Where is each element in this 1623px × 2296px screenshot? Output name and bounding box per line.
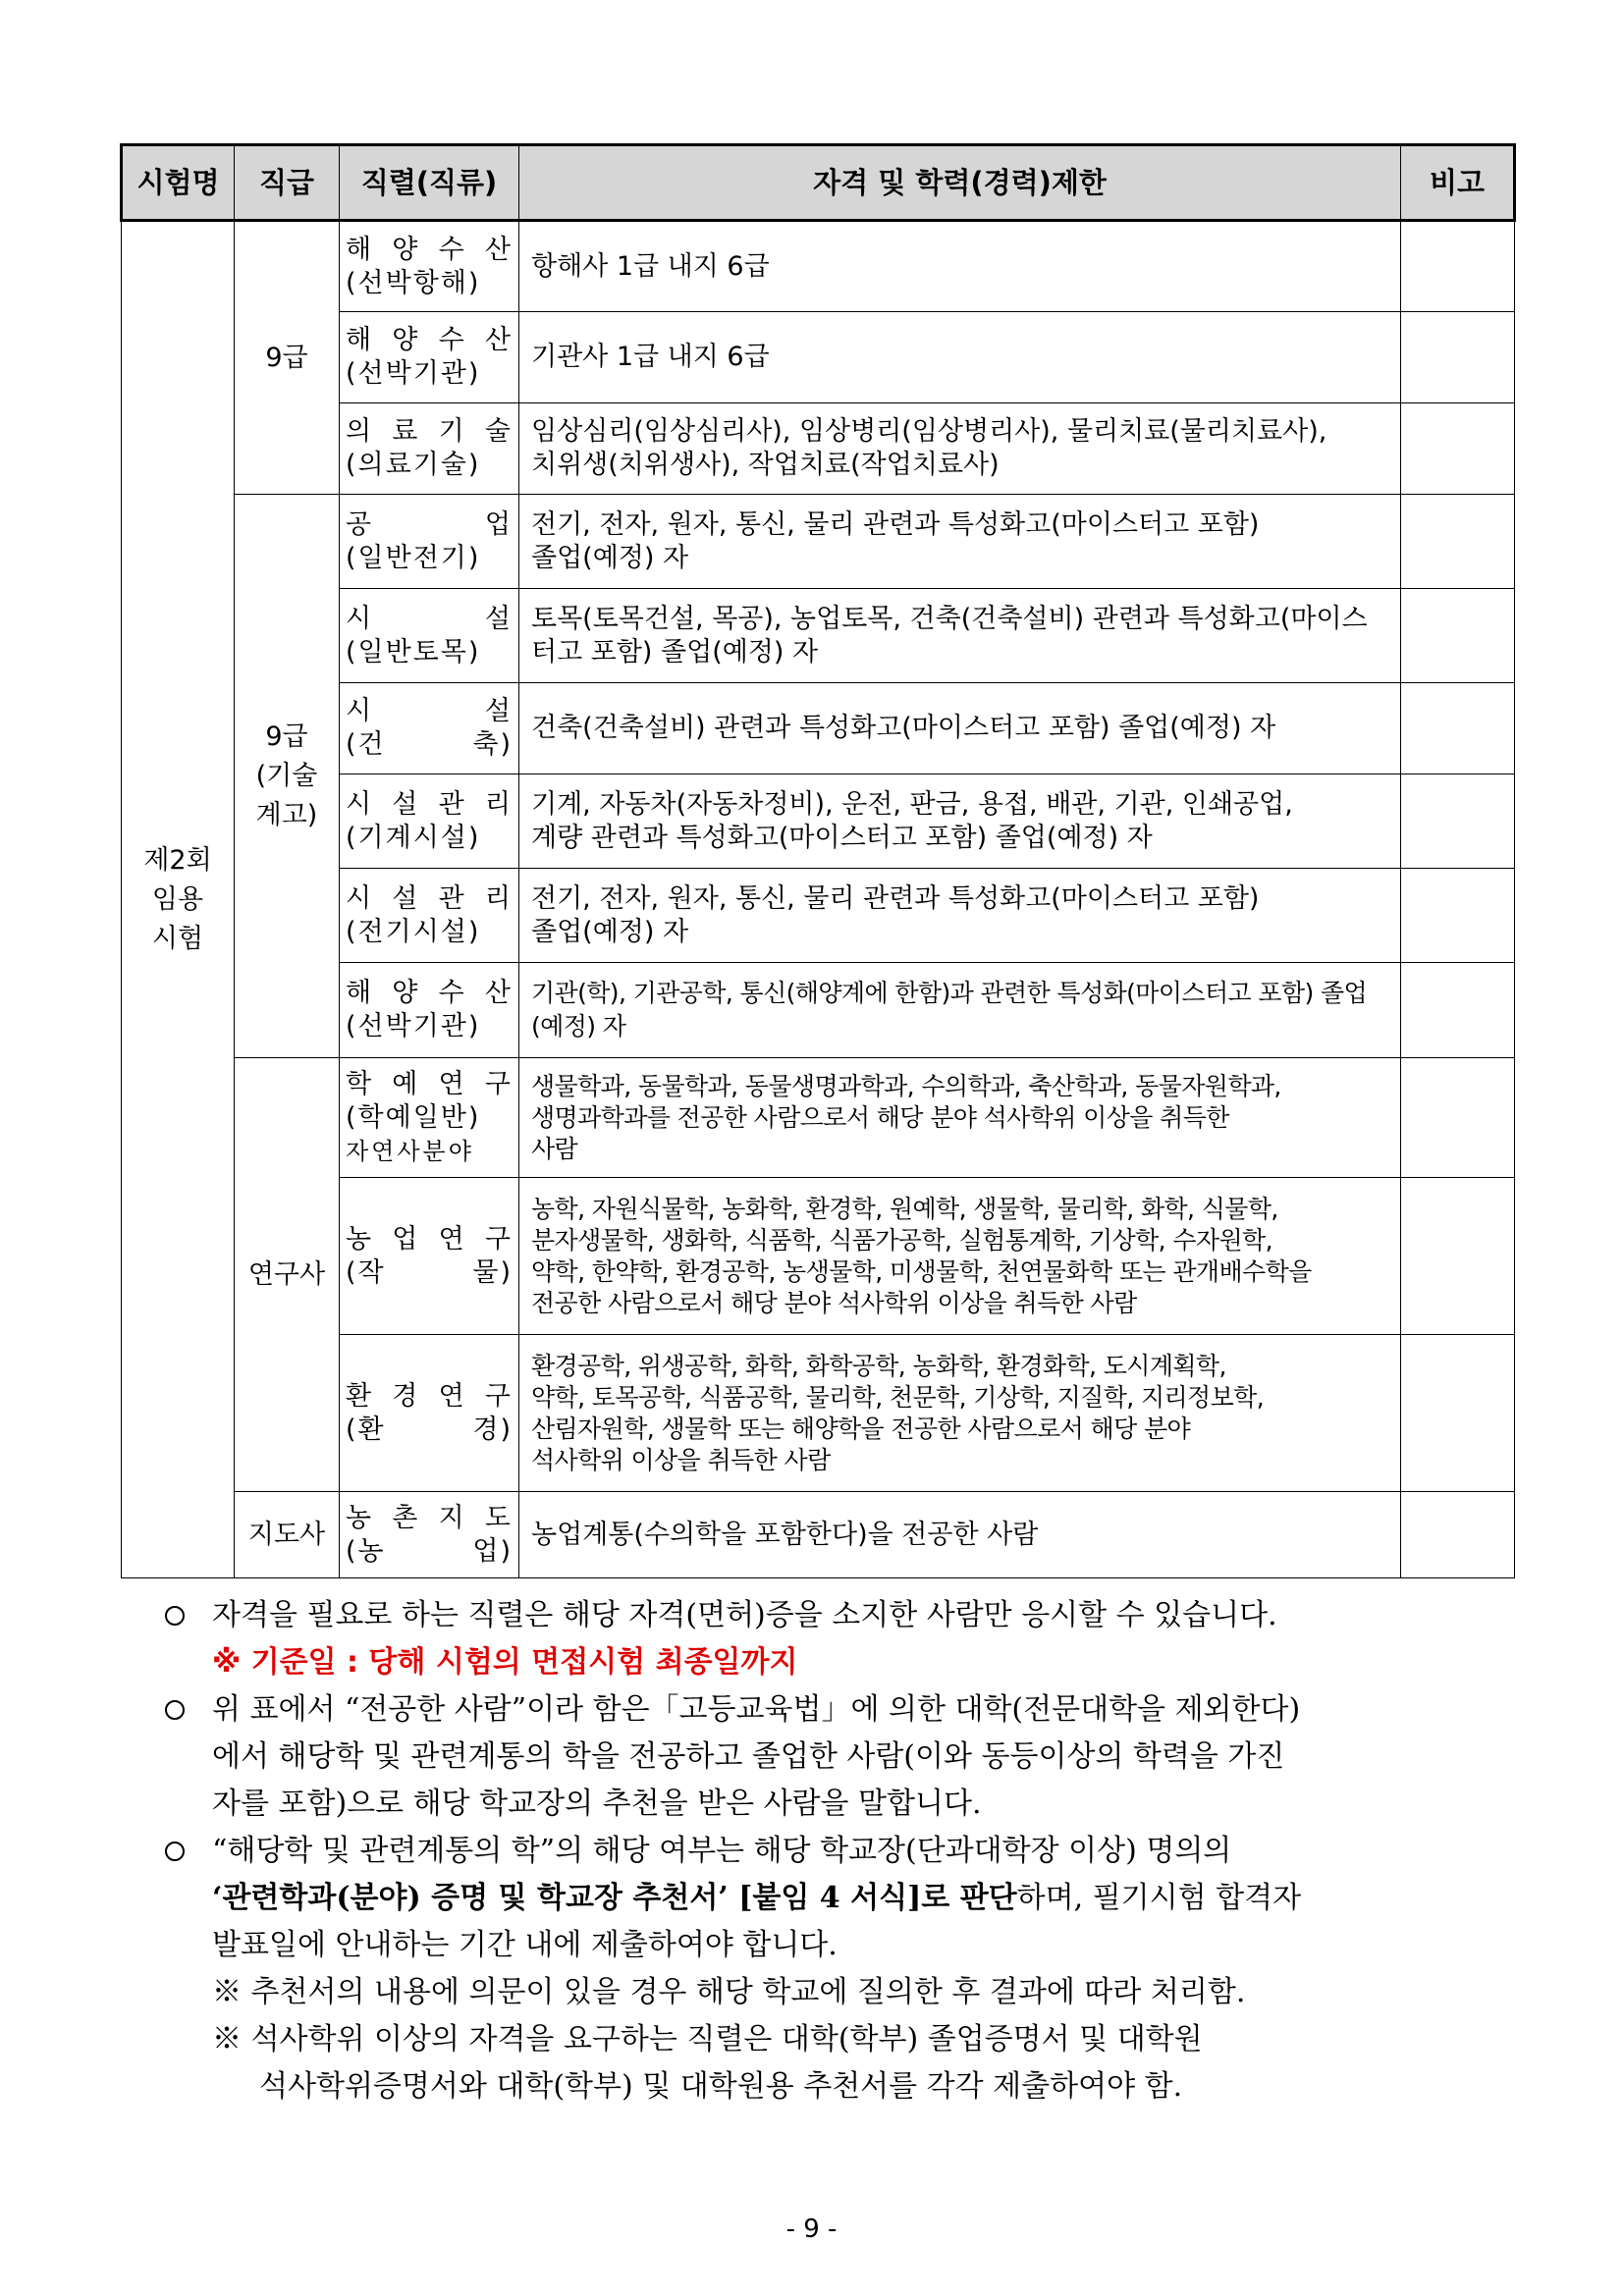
job-line: 해 양 수 산 xyxy=(346,234,513,265)
circle-bullet-icon xyxy=(165,1842,185,1861)
job-line: 농 업 연 구 xyxy=(346,1223,513,1255)
qual-line: 석사학위 이상을 취득한 사람 xyxy=(531,1445,831,1474)
note-text: ※ 석사학위 이상의 자격을 요구하는 직렬은 대학(학부) 졸업증명서 및 대학원 xyxy=(212,2022,1203,2056)
job-series-cell xyxy=(340,1492,519,1578)
note-text: 에서 해당학 및 관련계통의 학을 전공하고 졸업한 사람(이와 동등이상의 학력을 가진 xyxy=(212,1739,1285,1774)
remarks-cell xyxy=(1401,1492,1515,1578)
job-series-cell xyxy=(340,495,519,589)
qual-line: 기계, 자동차(자동차정비), 운전, 판금, 용접, 배관, 기관, 인쇄공업, xyxy=(531,788,1293,820)
note-major-definition xyxy=(165,1686,1530,1734)
notes-section xyxy=(165,1592,1530,2110)
qual-line: 치위생(치위생사), 작업치료(작업치료사) xyxy=(531,450,1000,480)
job-line: 농 촌 지 도 xyxy=(346,1502,513,1533)
qualification-cell xyxy=(519,869,1401,963)
job-line: 해 양 수 산 xyxy=(346,325,513,355)
qual-line: 약학, 한약학, 환경공학, 농생물학, 미생물학, 천연물화학 또는 관개배수학을 xyxy=(531,1256,1312,1286)
job-line: (작 물) xyxy=(346,1256,513,1288)
qual-line: 계량 관련과 특성화고(마이스터고 포함) 졸업(예정) 자 xyxy=(531,822,1153,853)
qual-line: 기관사 1급 내지 6급 xyxy=(531,342,770,372)
qual-line: 약학, 토목공학, 식품공학, 물리학, 천문학, 기상학, 지질학, 지리정보학, xyxy=(531,1382,1265,1412)
job-line: (선박기관) xyxy=(346,1011,481,1041)
qualification-cell xyxy=(519,1178,1401,1335)
job-line: (기계시설) xyxy=(346,822,481,853)
header-remarks: 비고 xyxy=(1401,145,1515,221)
job-line: 시 설 관 리 xyxy=(346,788,513,820)
note-text: ※ 추천서의 내용에 의문이 있을 경우 해당 학교에 질의한 후 결과에 따라 처리함. xyxy=(212,1975,1246,2009)
remarks-cell xyxy=(1401,495,1515,589)
qualification-cell xyxy=(519,589,1401,683)
job-line: 시 설 xyxy=(346,696,513,726)
exam-name-line: 제2회 xyxy=(143,844,212,876)
table-header-row xyxy=(122,145,1515,221)
exam-name-cell xyxy=(122,221,235,1578)
qualification-cell xyxy=(519,495,1401,589)
table-row xyxy=(122,221,1515,312)
table-row xyxy=(122,495,1515,589)
qual-line: 농업계통(수의학을 포함한다)을 전공한 사람 xyxy=(531,1519,1039,1550)
note-text: 하며, 필기시험 합격자 xyxy=(1016,1881,1302,1915)
job-series-cell xyxy=(340,312,519,403)
job-line: 환 경 연 구 xyxy=(346,1380,513,1412)
remarks-cell xyxy=(1401,1335,1515,1492)
qual-line: 사람 xyxy=(531,1134,578,1163)
reference-date-note: ※ 기준일 : 당해 시험의 면접시험 최종일까지 xyxy=(212,1645,798,1680)
job-series-cell xyxy=(340,774,519,869)
remarks-cell xyxy=(1401,221,1515,312)
qual-line: 생명과학과를 전공한 사람으로서 해당 분야 석사학위 이상을 취득한 xyxy=(531,1102,1229,1132)
exam-name-line: 시험 xyxy=(151,923,204,954)
note-text: 위 표에서 “전공한 사람”이라 함은「고등교육법」에 의한 대학(전문대학을 제외한다) xyxy=(212,1692,1301,1727)
job-series-cell xyxy=(340,1178,519,1335)
remarks-cell xyxy=(1401,312,1515,403)
job-series-cell xyxy=(340,683,519,774)
grade-cell: 지도사 xyxy=(235,1492,340,1578)
qual-line: (예정) 자 xyxy=(531,1012,626,1041)
qualification-cell xyxy=(519,1058,1401,1178)
qual-line: 전기, 전자, 원자, 통신, 물리 관련과 특성화고(마이스터고 포함) xyxy=(531,508,1260,540)
job-line: 의 료 기 술 xyxy=(346,416,513,447)
job-series-cell xyxy=(340,589,519,683)
remarks-cell xyxy=(1401,1058,1515,1178)
qual-line: 졸업(예정) 자 xyxy=(531,916,689,947)
job-line: 공 업 xyxy=(346,508,513,540)
qual-line: 임상심리(임상심리사), 임상병리(임상병리사), 물리치료(물리치료사), xyxy=(531,416,1327,447)
remarks-cell xyxy=(1401,589,1515,683)
job-line: (전기시설) xyxy=(346,916,481,947)
page-number: - 9 - xyxy=(785,2215,838,2244)
job-line: (선박항해) xyxy=(346,267,481,298)
qualification-cell xyxy=(519,774,1401,869)
remarks-cell xyxy=(1401,683,1515,774)
job-line: (농 업) xyxy=(346,1535,513,1567)
remarks-cell xyxy=(1401,963,1515,1058)
qual-line: 생물학과, 동물학과, 동물생명과학과, 수의학과, 축산학과, 동물자원학과, xyxy=(531,1071,1281,1100)
note-text: “해당학 및 관련계통의 학”의 해당 여부는 해당 학교장(단과대학장 이상) 명의의 xyxy=(212,1834,1232,1868)
job-line: 해 양 수 산 xyxy=(346,978,513,1008)
qual-line: 산림자원학, 생물학 또는 해양학을 전공한 사람으로서 해당 분야 xyxy=(531,1414,1191,1443)
job-line: (일반전기) xyxy=(346,542,481,573)
qualification-table xyxy=(120,143,1516,1578)
job-line: 시 설 xyxy=(346,603,513,634)
header-grade: 직급 xyxy=(235,145,340,221)
job-series-cell xyxy=(340,221,519,312)
qualification-cell xyxy=(519,683,1401,774)
grade-line: 계고) xyxy=(255,799,318,830)
qual-line: 항해사 1급 내지 6급 xyxy=(531,250,770,282)
bold-text: ‘관련학과(분야) 증명 및 학교장 추천서’ [붙임 4 서식]로 판단 xyxy=(212,1881,1017,1915)
job-line: (환 경) xyxy=(346,1414,513,1445)
qual-line: 전공한 사람으로서 해당 분야 석사학위 이상을 취득한 사람 xyxy=(531,1288,1137,1317)
note-text: 자를 포함)으로 해당 학교장의 추천을 받은 사람을 말합니다. xyxy=(212,1787,982,1821)
job-line: (선박기관) xyxy=(346,358,481,389)
table-row xyxy=(122,1492,1515,1578)
qualification-cell xyxy=(519,403,1401,495)
qual-line: 기관(학), 기관공학, 통신(해양계에 한함)과 관련한 특성화(마이스터고 포함) 졸업 xyxy=(531,979,1368,1007)
circle-bullet-icon xyxy=(165,1606,185,1626)
grade-line: 9급 xyxy=(265,721,308,752)
qual-line: 터고 포함) 졸업(예정) 자 xyxy=(531,636,819,667)
header-qualification: 자격 및 학력(경력)제한 xyxy=(519,145,1401,221)
header-exam-name: 시험명 xyxy=(122,145,235,221)
table-row xyxy=(122,1058,1515,1178)
qual-line: 전기, 전자, 원자, 통신, 물리 관련과 특성화고(마이스터고 포함) xyxy=(531,882,1260,914)
job-line: (일반토목) xyxy=(346,636,481,667)
note-text: 자격을 필요로 하는 직렬은 해당 자격(면허)증을 소지한 사람만 응시할 수 있습니다. xyxy=(212,1598,1277,1632)
job-line: (학예일반) xyxy=(346,1101,481,1133)
qualification-cell xyxy=(519,963,1401,1058)
qualification-cell xyxy=(519,312,1401,403)
note-related-field xyxy=(165,1828,1530,1875)
job-series-cell xyxy=(340,963,519,1058)
circle-bullet-icon xyxy=(165,1700,185,1720)
grade-cell xyxy=(235,495,340,1058)
job-series-cell xyxy=(340,1058,519,1178)
job-line: 자연사분야 xyxy=(346,1137,474,1165)
qual-line: 졸업(예정) 자 xyxy=(531,542,689,573)
exam-name-line: 임용 xyxy=(151,883,204,915)
job-series-cell xyxy=(340,869,519,963)
remarks-cell xyxy=(1401,403,1515,495)
grade-cell: 연구사 xyxy=(235,1058,340,1492)
note-text: 발표일에 안내하는 기간 내에 제출하여야 합니다. xyxy=(212,1928,838,1962)
qualification-cell xyxy=(519,221,1401,312)
qual-line: 건축(건축설비) 관련과 특성화고(마이스터고 포함) 졸업(예정) 자 xyxy=(531,713,1276,743)
qualification-cell xyxy=(519,1492,1401,1578)
job-series-cell xyxy=(340,1335,519,1492)
job-line: (건 축) xyxy=(346,729,513,760)
qual-line: 토목(토목건설, 목공), 농업토목, 건축(건축설비) 관련과 특성화고(마이스 xyxy=(531,603,1368,634)
job-line: (의료기술) xyxy=(346,450,481,480)
note-text: 석사학위증명서와 대학(학부) 및 대학원용 추천서를 각각 제출하여야 함. xyxy=(259,2069,1183,2104)
note-text xyxy=(212,1875,1530,1922)
qualification-cell xyxy=(519,1335,1401,1492)
remarks-cell xyxy=(1401,774,1515,869)
qual-line: 농학, 자원식물학, 농화학, 환경학, 원예학, 생물학, 물리학, 화학, 식물학, xyxy=(531,1194,1278,1223)
header-job-series: 직렬(직류) xyxy=(340,145,519,221)
grade-line: (기술 xyxy=(255,760,318,791)
job-series-cell xyxy=(340,403,519,495)
remarks-cell xyxy=(1401,869,1515,963)
qual-line: 환경공학, 위생공학, 화학, 화학공학, 농화학, 환경화학, 도시계획학, xyxy=(531,1351,1226,1380)
job-line: 시 설 관 리 xyxy=(346,882,513,914)
remarks-cell xyxy=(1401,1178,1515,1335)
grade-cell: 9급 xyxy=(235,221,340,495)
job-line: 학 예 연 구 xyxy=(346,1068,513,1099)
note-license xyxy=(165,1592,1530,1639)
qual-line: 분자생물학, 생화학, 식품학, 식품가공학, 실험통계학, 기상학, 수자원학, xyxy=(531,1225,1272,1255)
